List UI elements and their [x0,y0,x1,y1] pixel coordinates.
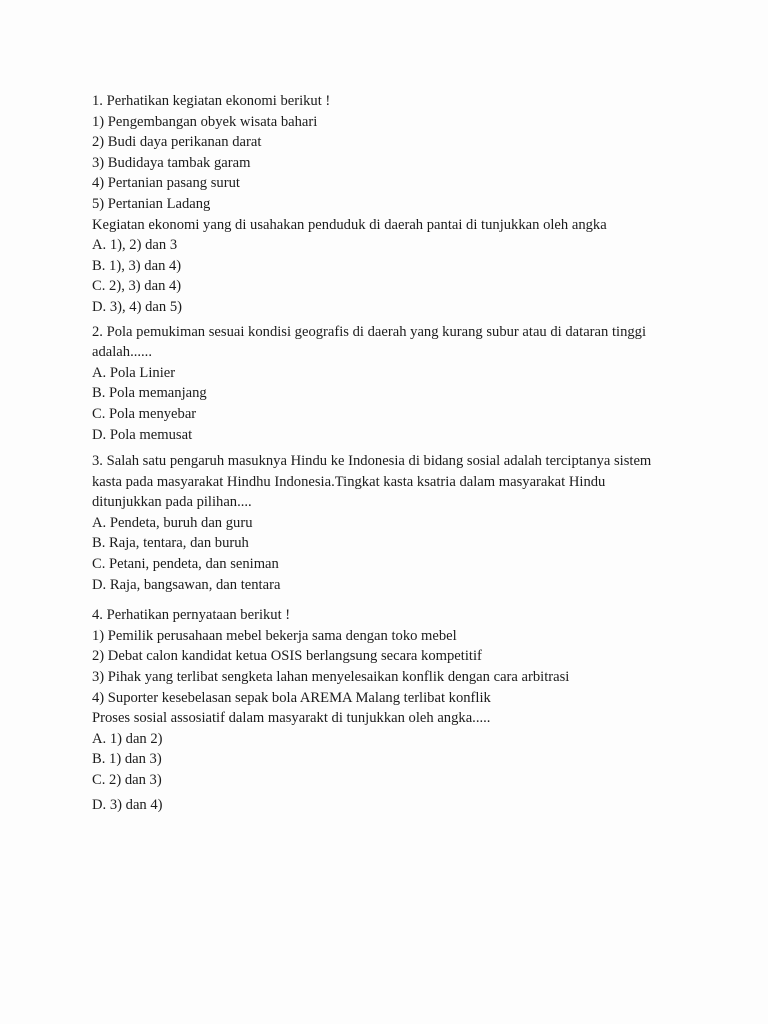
question-1-stem: Kegiatan ekonomi yang di usahakan penduduk di daerah pantai di tunjukkan oleh angka [92,216,607,233]
question-3-option-c: C. Petani, pendeta, dan seniman [92,556,279,573]
question-3-option-a: A. Pendeta, buruh dan guru [92,514,253,531]
question-4-item-4: 4) Suporter kesebelasan sepak bola AREMA Malang terlibat konflik [92,689,491,706]
document-body [92,91,732,815]
question-4-option-d: D. 3) dan 4) [92,796,163,813]
question-4-option-a: A. 1) dan 2) [92,730,163,747]
question-2-option-a: A. Pola Linier [92,364,176,381]
question-1-option-a: A. 1), 2) dan 3 [92,237,178,254]
question-3-prompt-line-1: 3. Salah satu pengaruh masuknya Hindu ke Indonesia di bidang sosial adalah terciptanya sistem [92,453,652,470]
question-1-item-1: 1) Pengembangan obyek wisata bahari [92,113,318,130]
question-1-item-5: 5) Pertanian Ladang [92,195,211,212]
question-4-option-c: C. 2) dan 3) [92,772,162,788]
question-1-option-c: C. 2), 3) dan 4) [92,278,182,295]
question-2-prompt-line-2: adalah...... [92,344,152,361]
question-4-prompt: 4. Perhatikan pernyataan berikut ! [92,607,291,624]
question-1-item-4: 4) Pertanian pasang surut [92,175,240,192]
question-1-item-2: 2) Budi daya perikanan darat [92,134,262,151]
question-1-prompt: 1. Perhatikan kegiatan ekonomi berikut ! [92,93,331,109]
question-2-prompt-line-1: 2. Pola pemukiman sesuai kondisi geografis di daerah yang kurang subur atau di dataran tinggi [92,323,647,340]
question-4-item-1: 1) Pemilik perusahaan mebel bekerja sama dengan toko mebel [92,627,457,644]
question-2-option-d: D. Pola memusat [92,426,193,443]
question-2-option-c: C. Pola menyebar [92,405,197,422]
question-1-option-d: D. 3), 4) dan 5) [92,298,182,315]
question-2-option-b: B. Pola memanjang [92,385,207,402]
question-4-item-2: 2) Debat calon kandidat ketua OSIS berlangsung secara kompetitif [92,648,482,665]
question-4 [92,605,732,815]
question-1 [92,91,732,318]
question-4-item-3: 3) Pihak yang terlibat sengketa lahan menyelesaikan konflik dengan cara arbitrasi [92,669,570,686]
question-3-option-b: B. Raja, tentara, dan buruh [92,535,249,552]
question-4-stem: Proses sosial assosiatif dalam masyarakt di tunjukkan oleh angka..... [92,710,491,727]
question-3 [92,451,732,595]
question-1-option-b: B. 1), 3) dan 4) [92,257,182,274]
question-1-item-3: 3) Budidaya tambak garam [92,154,251,171]
question-3-prompt-line-3: ditunjukkan pada pilihan.... [92,494,252,511]
question-4-option-b: B. 1) dan 3) [92,751,162,768]
question-3-option-d: D. Raja, bangsawan, dan tentara [92,576,281,593]
question-2 [92,322,732,446]
question-3-prompt-line-2: kasta pada masyarakat Hindhu Indonesia.Tingkat kasta ksatria dalam masyarakat Hindu [92,473,606,490]
